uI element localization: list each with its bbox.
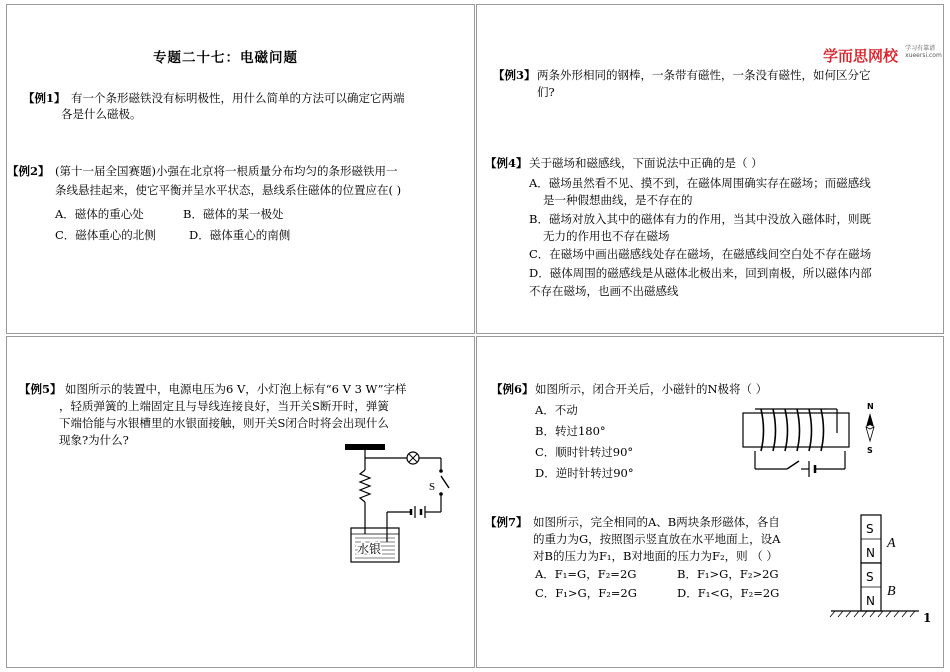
example-5-line: ，轻质弹簧的上端固定且与导线连接良好，当开关S断开时，弹簧 — [59, 399, 389, 413]
example-7-line: 对B的压力为F₁，B对地面的压力为F₂，则 （ ） — [533, 549, 778, 563]
example-7-option-a: A．F₁=G，F₂=2G — [535, 567, 637, 581]
example-2-line: (第十一届全国赛题)小强在北京将一根质量分布均匀的条形磁铁用一 — [55, 164, 398, 178]
example-7-label: 【例7】 — [485, 515, 528, 529]
example-2-option-b: B．磁体的某一极处 — [183, 207, 284, 221]
example-6-option-c: C．顺时针转过90° — [535, 445, 634, 459]
example-5-line: 如图所示的装置中，电源电压为6 V，小灯泡上标有“6 V 3 W”字样 — [65, 382, 407, 396]
example-4-label: 【例4】 — [485, 156, 528, 170]
example-3-line: 两条外形相同的钢棒，一条带有磁性，一条没有磁性，如何区分它 — [537, 68, 871, 82]
logo-name: 学而思网校 — [823, 47, 899, 65]
label-a: A — [887, 536, 896, 551]
solenoid-core — [743, 413, 849, 447]
example-1-line: 有一个条形磁铁没有标明极性，用什么简单的方法可以确定它两端 — [71, 91, 405, 105]
example-6-label: 【例6】 — [491, 382, 534, 396]
example-3-line: 们? — [537, 85, 555, 99]
mercury-label: 水银 — [357, 542, 382, 556]
needle-n-label: N — [867, 402, 874, 411]
brand-logo — [823, 45, 942, 66]
example-2-label: 【例2】 — [7, 164, 50, 178]
example-5-line: 现象?为什么? — [59, 433, 129, 447]
slide-panel-2 — [476, 4, 944, 334]
example-2-option-c: C．磁体重心的北侧 — [55, 228, 156, 242]
example-5-label: 【例5】 — [19, 382, 62, 396]
example-2-option-a: A．磁体的重心处 — [55, 207, 144, 221]
page-number: 1 — [923, 611, 932, 625]
switch — [441, 476, 449, 488]
example-4-option-b-cont: 无力的作用也不存在磁场 — [543, 229, 670, 243]
example-4-option-d-cont: 不存在磁场，也画不出磁感线 — [529, 284, 679, 298]
example-7-option-b: B．F₁>G，F₂>2G — [677, 567, 779, 581]
switch — [787, 461, 799, 469]
page-title: 专题二十七：电磁问题 — [153, 50, 298, 66]
example-6-option-b: B．转过180° — [535, 424, 606, 438]
switch-label: S — [429, 481, 436, 493]
magnet-pole: N — [866, 546, 875, 560]
label-b: B — [887, 584, 896, 599]
example-7-line: 如图所示，完全相同的A、B两块条形磁体，各自 — [533, 515, 780, 529]
needle-s-label: S — [867, 446, 873, 455]
spring — [360, 470, 370, 502]
magnet-pole: N — [866, 594, 875, 608]
example-6-option-d: D．逆时针转过90° — [535, 466, 634, 480]
example-1-line: 各是什么磁极。 — [61, 107, 142, 121]
example-4-option-b: B．磁场对放入其中的磁体有力的作用，当其中没放入磁体时，则既 — [529, 212, 871, 226]
stacked-magnets-diagram — [827, 513, 927, 623]
example-4-option-d: D．磁体周围的磁感线是从磁体北极出来，回到南极，所以磁体内部 — [529, 266, 872, 280]
example-2-line: 条线悬挂起来，使它平衡并呈水平状态，悬线系住磁体的位置应在( ) — [55, 183, 402, 197]
slide-panel-4 — [476, 336, 944, 668]
example-7-option-d: D．F₁<G，F₂=2G — [677, 586, 780, 600]
slide-panel-3 — [6, 336, 475, 668]
fixed-support — [345, 444, 385, 450]
example-4-option-c: C．在磁场中画出磁感线处存在磁场，在磁感线间空白处不存在磁场 — [529, 247, 872, 261]
example-1-label: 【例1】 — [23, 91, 66, 105]
example-6-option-a: A．不动 — [535, 403, 578, 417]
slide-panel-1 — [6, 4, 475, 334]
example-4-stem: 关于磁场和磁感线，下面说法中正确的是（ ） — [529, 156, 763, 170]
logo-url: xueersi.com — [905, 52, 942, 59]
example-7-line: 的重力为G，按照图示竖直放在水平地面上，设A — [533, 532, 781, 546]
magnet-pole: S — [866, 522, 874, 536]
magnet-pole: S — [866, 570, 874, 584]
compass-needle — [866, 413, 874, 427]
example-5-line: 下端恰能与水银槽里的水银面接触，则开关S闭合时将会出现什么 — [59, 416, 389, 430]
circuit-diagram — [337, 442, 457, 567]
example-7-option-c: C．F₁>G，F₂=2G — [535, 586, 637, 600]
solenoid-diagram — [739, 399, 889, 489]
example-3-label: 【例3】 — [493, 68, 536, 82]
example-2-option-d: D．磁体重心的南侧 — [189, 228, 291, 242]
example-4-option-a: A．磁场虽然看不见、摸不到，在磁体周围确实存在磁场；而磁感线 — [529, 176, 871, 190]
example-4-option-a-cont: 是一种假想曲线，是不存在的 — [543, 193, 693, 207]
logo-tagline: 学习有靠谱 — [905, 45, 936, 52]
example-6-stem: 如图所示，闭合开关后，小磁针的N极将（ ） — [535, 382, 768, 396]
